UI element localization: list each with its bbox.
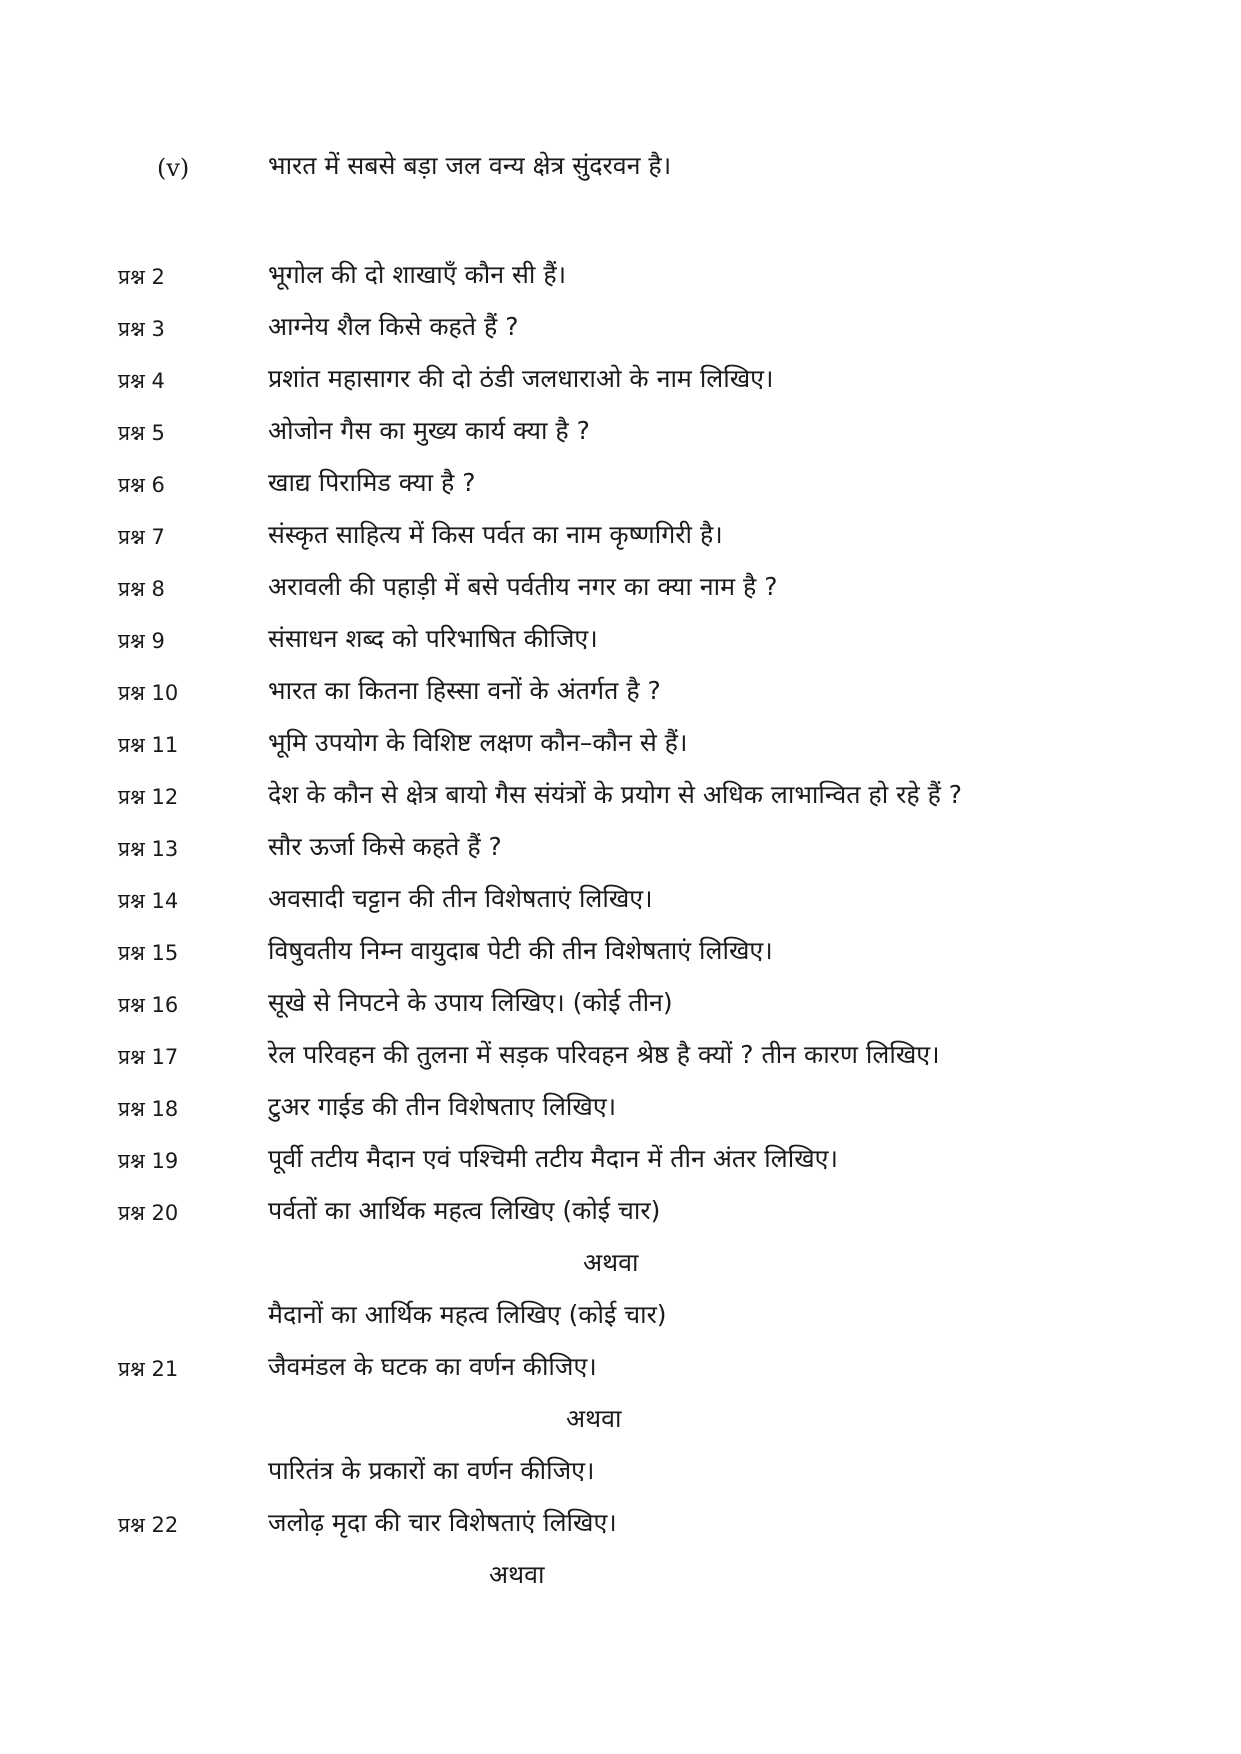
question-label-20: प्रश्न 20	[118, 1201, 179, 1225]
question-text-21: जैवमंडल के घटक का वर्णन कीजिए।	[268, 1352, 597, 1381]
question-text-15: विषुवतीय निम्न वायुदाब पेटी की तीन विशेषताएं लिखिए।	[268, 936, 773, 965]
question-label-18: प्रश्न 18	[118, 1097, 179, 1121]
or-word: अथवा	[489, 1560, 545, 1589]
question-label-5: प्रश्न 5	[118, 421, 165, 445]
question-label-3: प्रश्न 3	[118, 317, 165, 341]
question-label-11: प्रश्न 11	[118, 733, 179, 757]
question-text-10: भारत का कितना हिस्सा वनों के अंतर्गत है ?	[268, 676, 661, 705]
question-text-22: जलोढ़ मृदा की चार विशेषताएं लिखिए।	[268, 1508, 617, 1537]
question-text-5: ओजोन गैस का मुख्य कार्य क्या है ?	[268, 416, 590, 445]
question-text-2: भूगोल की दो शाखाएँ कौन सी हैं।	[268, 260, 567, 289]
question-text-11: भूमि उपयोग के विशिष्ट लक्षण कौन–कौन से हैं।	[268, 728, 688, 757]
question-text-8: अरावली की पहाड़ी में बसे पर्वतीय नगर का क्या नाम है ?	[268, 572, 778, 601]
question-label-13: प्रश्न 13	[118, 837, 179, 861]
question-text-19: पूर्वी तटीय मैदान एवं पश्चिमी तटीय मैदान में तीन अंतर लिखिए।	[268, 1144, 838, 1173]
question-label-7: प्रश्न 7	[118, 525, 165, 549]
question-label-16: प्रश्न 16	[118, 993, 179, 1017]
question-text-17: रेल परिवहन की तुलना में सड़क परिवहन श्रेष्ठ है क्यों ? तीन कारण लिखिए।	[268, 1040, 940, 1069]
question-text-9: संसाधन शब्द को परिभाषित कीजिए।	[268, 624, 598, 653]
sub-item-number: (v)	[157, 154, 190, 182]
question-alt-text-21: पारितंत्र के प्रकारों का वर्णन कीजिए।	[268, 1456, 595, 1485]
question-label-22: प्रश्न 22	[118, 1513, 179, 1537]
question-label-15: प्रश्न 15	[118, 941, 179, 965]
question-label-17: प्रश्न 17	[118, 1045, 179, 1069]
sub-item-text: भारत में सबसे बड़ा जल वन्य क्षेत्र सुंदरवन है।	[268, 151, 672, 180]
question-text-14: अवसादी चट्टान की तीन विशेषताएं लिखिए।	[268, 884, 653, 913]
question-label-10: प्रश्न 10	[118, 681, 179, 705]
question-label-21: प्रश्न 21	[118, 1357, 179, 1381]
question-text-4: प्रशांत महासागर की दो ठंडी जलधाराओ के नाम लिखिए।	[268, 364, 774, 393]
question-label-4: प्रश्न 4	[118, 369, 165, 393]
question-label-19: प्रश्न 19	[118, 1149, 179, 1173]
question-label-9: प्रश्न 9	[118, 629, 165, 653]
or-word: अथवा	[566, 1404, 622, 1433]
question-label-8: प्रश्न 8	[118, 577, 165, 601]
question-text-20: पर्वतों का आर्थिक महत्व लिखिए (कोई चार)	[268, 1196, 661, 1225]
question-text-3: आग्नेय शैल किसे कहते हैं ?	[268, 312, 519, 341]
question-text-6: खाद्य पिरामिड क्या है ?	[268, 468, 476, 497]
question-label-2: प्रश्न 2	[118, 265, 165, 289]
or-word: अथवा	[583, 1248, 639, 1277]
question-text-12: देश के कौन से क्षेत्र बायो गैस संयंत्रों के प्रयोग से अधिक लाभान्वित हो रहे हैं ?	[268, 780, 963, 809]
question-text-7: संस्कृत साहित्य में किस पर्वत का नाम कृष्णगिरी है।	[268, 520, 723, 549]
question-label-14: प्रश्न 14	[118, 889, 179, 913]
question-label-6: प्रश्न 6	[118, 473, 165, 497]
question-label-12: प्रश्न 12	[118, 785, 179, 809]
question-text-18: टुअर गाईड की तीन विशेषताए लिखिए।	[268, 1092, 617, 1121]
question-alt-text-20: मैदानों का आर्थिक महत्व लिखिए (कोई चार)	[268, 1300, 667, 1329]
question-text-16: सूखे से निपटने के उपाय लिखिए। (कोई तीन)	[268, 988, 673, 1017]
question-text-13: सौर ऊर्जा किसे कहते हैं ?	[268, 832, 502, 861]
